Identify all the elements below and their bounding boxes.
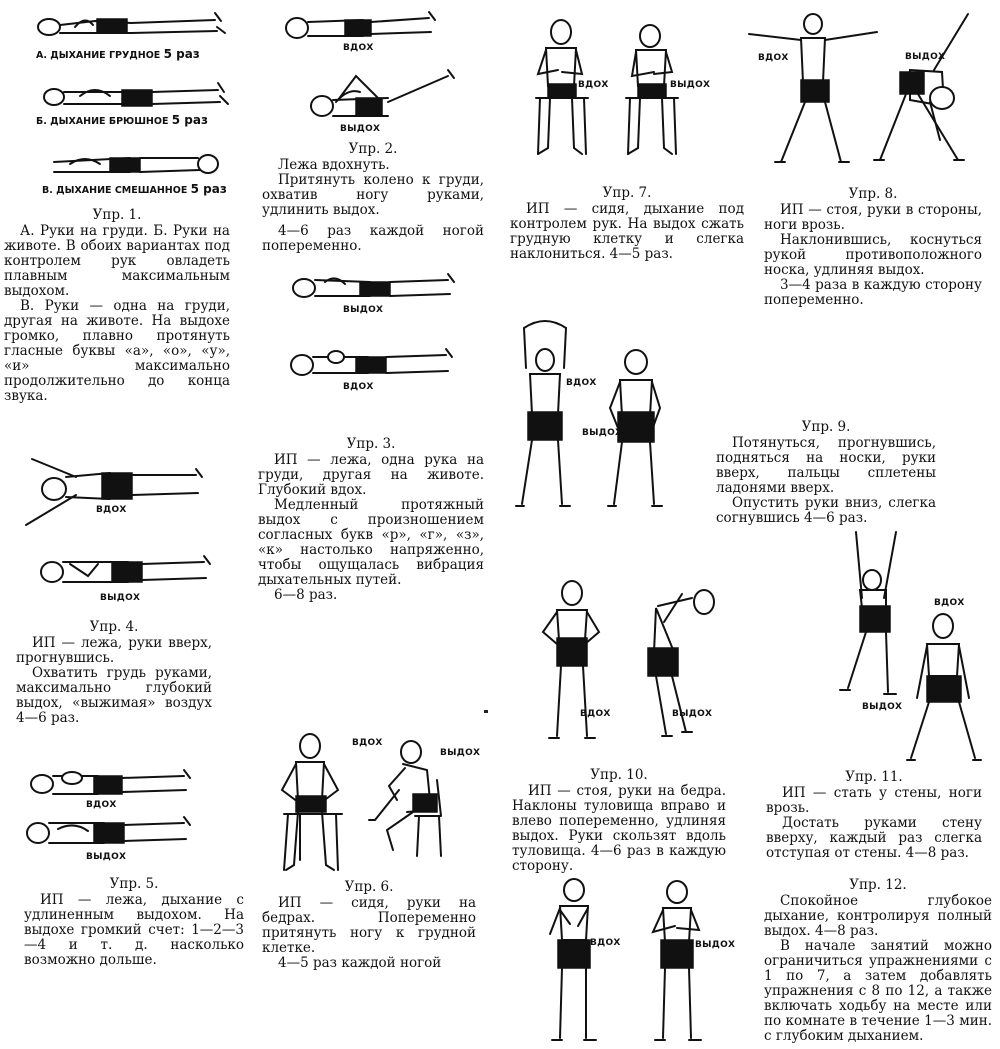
ex12-label-inhale: ВДОХ (590, 938, 621, 948)
exercise-9-para: Потянуться, прогнувшись, подняться на носки, руки вверх, пальцы сплетены ладонями вверх. (716, 435, 936, 496)
ex3-figure-exhale (290, 270, 460, 304)
exercise-10-para: ИП — стоя, руки на бедра. Наклоны туловища вправо и влево попеременно, удлиняя выдох. Руки скользят вдоль туловища. 4—6 раз в каждую сторону. (512, 783, 726, 874)
exercise-6 (262, 880, 476, 971)
exercise-2-para: Лежа вдохнуть. (278, 157, 390, 173)
exercise-6-para: ИП — сидя, руки на бедрах. Попеременно притянуть ногу к грудной клетке. (262, 895, 476, 956)
exercise-8-title: Упр. 8. (848, 186, 898, 202)
ex11-label-inhale: ВДОХ (934, 598, 965, 608)
exercise-7-para: ИП — сидя, дыхание под контролем рук. На выдох сжать грудную клетку и слегка наклониться. 4—5 раз. (510, 201, 744, 262)
exercise-9 (716, 420, 936, 526)
exercise-4-para: Охватить грудь руками, максимально глубокий выдох, «выжимая» воздух 4—6 раз. (16, 665, 212, 726)
ex4-label-exhale: ВЫДОХ (100, 593, 141, 603)
ex7-label-exhale: ВЫДОХ (670, 80, 711, 90)
exercise-11 (766, 770, 982, 861)
ex7-figure-seated-exhale (620, 22, 686, 158)
exercise-1-para: В. Руки — одна на груди, другая на животе. На выдохе громко, плавно протянуть гласные буквы «а», «о», «у», «и» максимально продолжительно до конца звука. (4, 298, 230, 404)
ex5-figure-exhale (24, 815, 199, 849)
ex8-label-inhale: ВДОХ (758, 53, 789, 63)
exercise-11-para: ИП — стать у стены, ноги врозь. (766, 785, 982, 816)
ex6-figure-seated-2 (355, 740, 445, 860)
exercise-4-para: ИП — лежа, руки вверх, прогнувшись. (16, 635, 212, 666)
ex6-label-exhale: ВЫДОХ (440, 748, 481, 758)
exercise-9-title: Упр. 9. (801, 419, 851, 435)
exercise-7 (510, 186, 744, 262)
exercise-10 (512, 768, 726, 874)
exercise-6-title: Упр. 6. (344, 879, 394, 895)
exercise-4 (16, 620, 212, 726)
ex1-caption-b: Б. ДЫХАНИЕ БРЮШНОЕ 5 раз (36, 113, 208, 127)
exercise-12 (764, 878, 992, 1044)
exercise-6-para: 4—5 раз каждой ногой (278, 955, 442, 971)
ex5-figure-inhale (28, 768, 198, 800)
ex2-figure-exhale (308, 62, 458, 122)
exercise-5-para: ИП — лежа, дыхание с удлиненным выдохом. На выдохе громкий счет: 1—2—3—4 и т. д. насколько возможно дольше. (24, 892, 244, 968)
exercise-1 (4, 208, 230, 404)
ex7-label-inhale: ВДОХ (578, 80, 609, 90)
exercise-2 (262, 142, 484, 254)
ex1-figure-c (50, 148, 220, 178)
ex11-label-exhale: ВЫДОХ (862, 702, 903, 712)
exercise-5 (24, 877, 244, 968)
stray-mark (484, 710, 488, 713)
ex12-figure-exhale (645, 880, 713, 1049)
exercise-12-title: Упр. 12. (849, 877, 907, 893)
ex6-label-inhale: ВДОХ (352, 738, 383, 748)
ex9-label-exhale: ВЫДОХ (582, 428, 623, 438)
exercise-12-para: В начале занятий можно ограничиться упражнениями с 1 по 7, а затем добавлять упражнения с 8 по 12, а также включать ходьбу на месте или по комнате в течение 1—3 мин. с глубоким дыханием. (764, 938, 992, 1044)
ex11-figure-stand (905, 614, 980, 764)
ex1-caption-c: В. ДЫХАНИЕ СМЕШАННОЕ 5 раз (42, 182, 227, 196)
ex1-figure-b (40, 80, 240, 114)
ex2-figure-inhale (283, 8, 443, 42)
exercise-10-title: Упр. 10. (590, 767, 648, 783)
ex1-caption-a: А. ДЫХАНИЕ ГРУДНОЕ 5 раз (36, 47, 200, 61)
ex11-figure-reach (838, 528, 908, 698)
ex12-label-exhale: ВЫДОХ (695, 940, 736, 950)
exercise-3-para: Медленный протяжный выдох с произношением согласных букв «р», «г», «з», «к» настолько напряженно, чтобы ощущалась вибрация дыхательных путей. (258, 497, 484, 588)
exercise-1-title: Упр. 1. (92, 207, 142, 223)
ex4-figure-inhale (20, 455, 210, 535)
ex3-label-inhale: ВДОХ (343, 382, 374, 392)
exercise-9-para: Опустить руки вниз, слегка согнувшись 4—6 раз. (716, 495, 936, 526)
exercise-4-title: Упр. 4. (89, 619, 139, 635)
ex6-figure-seated-1 (272, 730, 352, 880)
ex2-label-inhale: ВДОХ (343, 43, 374, 53)
exercise-8-para: Наклонившись, коснуться рукой противоположного носка, удлиняя выдох. (764, 232, 982, 278)
ex2-label-exhale: ВЫДОХ (340, 124, 381, 134)
ex8-label-exhale: ВЫДОХ (905, 52, 946, 62)
ex10-label-exhale: ВЫДОХ (672, 709, 713, 719)
exercise-2-para: Притянуть колено к груди, охватив ногу руками, удлинить выдох. (262, 172, 484, 218)
exercise-7-title: Упр. 7. (602, 185, 652, 201)
exercise-3-para: ИП — лежа, одна рука на груди, другая на животе. Глубокий вдох. (258, 452, 484, 498)
ex9-figure-inhale (510, 318, 580, 513)
ex1-figure-a (35, 5, 235, 45)
ex5-label-inhale: ВДОХ (86, 800, 117, 810)
exercise-11-title: Упр. 11. (845, 769, 903, 785)
exercise-8-para: ИП — стоя, руки в стороны, ноги врозь. (764, 202, 982, 233)
exercise-2-title: Упр. 2. (348, 141, 398, 157)
ex10-label-inhale: ВДОХ (580, 709, 611, 719)
exercise-11-para: Достать руками стену вверху, каждый раз слегка отступая от стены. 4—8 раз. (766, 815, 982, 861)
exercise-2-para: 4—6 раз каждой ногой попеременно. (262, 223, 484, 254)
exercise-8-para: 3—4 раза в каждую сторону попеременно. (764, 277, 982, 308)
ex8-figure-bend (870, 10, 980, 165)
exercise-3 (258, 437, 484, 603)
exercise-3-para: 6—8 раз. (274, 587, 338, 603)
ex3-label-exhale: ВЫДОХ (343, 305, 384, 315)
ex5-label-exhale: ВЫДОХ (86, 852, 127, 862)
exercise-1-para: А. Руки на груди. Б. Руки на животе. В обоих вариантах под контролем рук овладеть плавным максимальным выдохом. (4, 223, 230, 299)
ex12-figure-inhale (540, 878, 608, 1049)
ex4-figure-exhale (38, 550, 218, 590)
exercise-3-title: Упр. 3. (346, 436, 396, 452)
ex10-figure-standing (537, 580, 607, 745)
exercise-12-para: Спокойное глубокое дыхание, контролируя полный выдох. 4—8 раз. (764, 893, 992, 939)
exercise-5-title: Упр. 5. (109, 876, 159, 892)
exercise-8 (764, 187, 982, 308)
ex4-label-inhale: ВДОХ (96, 505, 127, 515)
ex8-figure-standing (745, 12, 875, 167)
ex9-label-inhale: ВДОХ (566, 378, 597, 388)
ex3-figure-inhale (288, 345, 458, 381)
